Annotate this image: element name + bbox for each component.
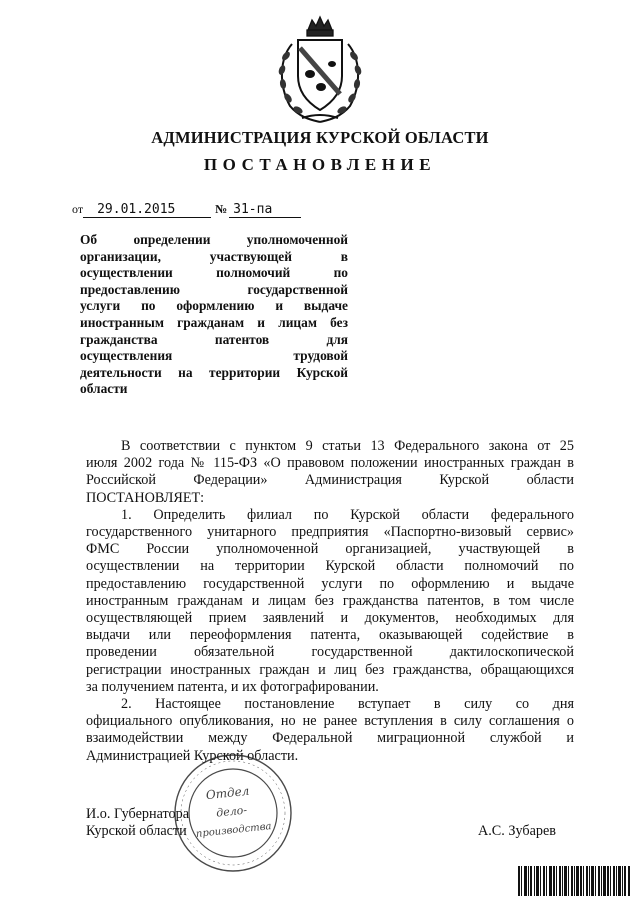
body-line: осуществлении на территории Курской области полномочий по [86, 558, 574, 575]
heading-line: услуги по оформлению и выдаче [80, 298, 348, 314]
body-line: В соответствии с пунктом 9 статьи 13 Федерального закона от 25 [121, 438, 574, 454]
barcode [518, 866, 630, 896]
document-body [86, 438, 574, 765]
body-line: 1. Определить филиал по Курской области федерального [121, 506, 574, 523]
signatory-position-line: И.о. Губернатора [86, 806, 189, 822]
organization-title: АДМИНИСТРАЦИЯ КУРСКОЙ ОБЛАСТИ [151, 128, 489, 147]
body-line: государственного унитарного предприятия «Паспортно-визовый сервис» [86, 524, 574, 541]
stamp-text-line: производства [195, 821, 273, 840]
heading-line: Об определении уполномоченной [80, 232, 348, 247]
body-line: иностранным гражданам и лицам без гражданства патентов, в том числе [86, 592, 574, 609]
heading-line: гражданства патентов для [80, 331, 348, 347]
document-number: 31-па [229, 202, 301, 218]
body-line: осуществляющей прием заявлений и документов, необходимых для [86, 610, 574, 627]
number-sign: № [215, 202, 228, 216]
body-line: июля 2002 года № 115-ФЗ «О правовом положении иностранных граждан в [86, 455, 574, 472]
stamp-text-line: Отдел [205, 783, 250, 803]
document-date: 29.01.2015 [83, 202, 211, 218]
body-line: регистрации иностранных граждан и лиц без гражданства, обращающихся [86, 661, 574, 678]
date-number-line [72, 202, 301, 218]
body-line: выдачи или переоформления патента, оказывающей содействие в [86, 627, 574, 644]
department-stamp [168, 748, 298, 878]
body-line: предоставлению государственной услуги по оформлению и выдаче [86, 575, 574, 592]
body-line: ФМС России уполномоченной организацией, участвующей в [86, 541, 574, 558]
body-line: за получением патента, и их фотографировании. [86, 678, 379, 695]
body-line: официального опубликования, но не ранее вступления в силу соглашения о [86, 713, 574, 730]
heading-line: иностранным гражданам и лицам без [80, 314, 348, 330]
heading-line: предоставлению государственной [80, 281, 348, 297]
signatory-position-line: Курской области [86, 823, 187, 840]
body-line: взаимодействии между Федеральной миграционной службой и [86, 730, 574, 747]
heading-line: деятельности на территории Курской [80, 364, 348, 380]
signatory-name: А.С. Зубарев [478, 823, 556, 839]
heading-line: области [80, 381, 128, 397]
body-line: ПОСТАНОВЛЯЕТ: [86, 489, 205, 506]
body-line: Российской Федерации» Администрация Курской области [86, 472, 574, 489]
heading-line: организации, участвующей в [80, 248, 348, 264]
body-line: Администрацией Курской области. [86, 747, 299, 764]
stamp-text-line: дело- [215, 803, 248, 820]
date-prefix: от [72, 202, 84, 216]
document-heading [80, 232, 348, 398]
heading-line: осуществлении полномочий по [80, 265, 348, 281]
body-line: 2. Настоящее постановление вступает в силу со дня [121, 696, 574, 713]
heading-line: осуществления трудовой [80, 348, 348, 364]
body-line: проведении обязательной государственной дактилоскопической [86, 644, 574, 661]
document-type-title: ПОСТАНОВЛЕНИЕ [203, 155, 437, 174]
coat-of-arms-emblem [272, 14, 368, 126]
